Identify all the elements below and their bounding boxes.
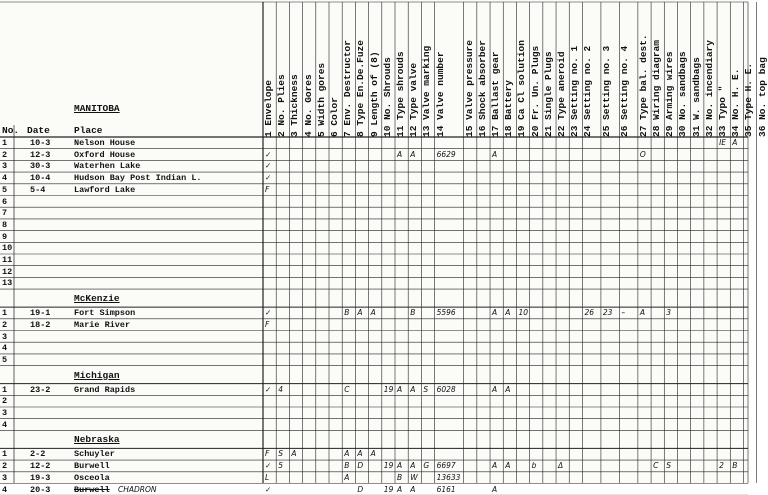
row-place: Grand Rapids (74, 384, 136, 395)
cell-col-34: A (732, 138, 738, 147)
row-place: Hudson Bay Post Indian L. (74, 173, 202, 184)
row-number: 9 (2, 231, 8, 242)
page-title: MANITOBA (74, 103, 120, 114)
cell-col-1: F (265, 184, 270, 194)
column-header-21: 21 Single Plugs (542, 51, 554, 137)
cell-col-8: A (357, 308, 363, 318)
row-number: 4 (2, 343, 8, 354)
row-number: 4 (2, 173, 8, 184)
cell-col-12: W (410, 472, 418, 482)
cell-col-24: 26 (584, 308, 594, 318)
column-header-3: 3 Thickness (289, 74, 301, 137)
row-date: 10-3 (30, 138, 51, 148)
cell-col-22: Δ (558, 461, 564, 471)
column-header-5: 5 Width gores (315, 62, 327, 137)
cell-col-14: 6697 (436, 461, 456, 471)
cell-col-14: 5596 (436, 308, 456, 318)
section-title: McKenzie (74, 293, 120, 305)
row-place: Schuyler (74, 449, 115, 460)
row-number: 6 (2, 196, 8, 207)
section-title: Nebraska (74, 434, 120, 446)
row-number: 2 (2, 461, 8, 472)
header-date: Date (27, 125, 50, 136)
column-header-1: 1 Envelope (263, 79, 274, 137)
column-header-28: 28 Wiring diagram (651, 40, 663, 137)
cell-col-14: 6629 (436, 149, 456, 159)
cell-col-18: A (505, 461, 511, 471)
column-header-31: 31 W. sandbags (690, 57, 702, 137)
cell-col-11: B (397, 472, 403, 482)
cell-col-17: A (492, 384, 498, 394)
row-number: 1 (2, 308, 8, 319)
row-place: Marie River (74, 319, 131, 330)
column-header-10: 10 No. Shrouds (381, 57, 393, 137)
row-number: 11 (2, 255, 13, 265)
cell-col-7: B (344, 461, 350, 471)
row-number: 4 (2, 484, 8, 495)
row-number: 13 (2, 278, 13, 289)
cell-col-9: A (370, 449, 376, 459)
row-number: 7 (2, 208, 8, 219)
row-date: 19-1 (30, 308, 51, 319)
cell-col-29: 3 (666, 308, 672, 318)
column-header-22: 22 Type aneroid (556, 51, 568, 137)
cell-col-27: A (639, 308, 646, 318)
cell-col-18: A (505, 384, 511, 394)
cell-col-11: A (397, 149, 403, 159)
cell-col-27: O (639, 149, 646, 159)
row-number: 2 (2, 396, 8, 407)
cell-col-14: 6161 (436, 484, 456, 494)
cell-col-12: A (410, 384, 416, 394)
cell-col-1: ✓ (265, 161, 272, 171)
cell-col-7: A (344, 472, 350, 482)
column-header-26: 26 Setting no. 4 (619, 45, 631, 137)
cell-col-2: 4 (278, 384, 283, 394)
row-place-note: CHADRON (118, 484, 157, 494)
column-header-29: 29 Arming wires (664, 51, 676, 137)
cell-col-17: A (492, 484, 498, 494)
row-place: Nelson House (74, 138, 136, 148)
cell-col-1: ✓ (265, 461, 272, 471)
column-header-4: 4 No. Gores (302, 74, 314, 137)
cell-col-14: 6028 (436, 384, 456, 394)
section-title: Michigan (74, 369, 120, 381)
row-number: 3 (2, 472, 8, 483)
column-header-23: 23 Setting no. 1 (569, 45, 581, 137)
cell-col-12: A (410, 461, 416, 471)
cell-col-1: ✓ (265, 173, 272, 183)
row-date: 12-3 (30, 149, 51, 160)
column-header-14: 14 Valve number (434, 51, 446, 137)
cell-col-11: A (397, 384, 403, 394)
cell-col-2: 5 (278, 461, 283, 471)
row-number: 1 (2, 449, 8, 460)
cell-col-8: D (357, 461, 364, 471)
cell-col-1: ✓ (265, 484, 272, 494)
cell-col-7: C (344, 384, 350, 394)
column-header-13: 13 Valve marking (421, 45, 433, 137)
cell-col-26: – (621, 308, 626, 318)
cell-col-25: 23 (602, 308, 613, 318)
row-number: 12 (2, 266, 13, 277)
row-number: 1 (2, 138, 8, 148)
row-place: Waterhen Lake (74, 161, 141, 172)
column-header-9: 9 Length of (8) (368, 51, 380, 137)
column-header-27: 27 Type bal. dest. (637, 34, 649, 137)
cell-col-12: A (410, 149, 416, 159)
cell-col-11: A (397, 461, 403, 471)
cell-col-3: A (291, 449, 297, 459)
column-header-18: 18 Battery (503, 79, 515, 137)
row-date: 23-2 (30, 384, 51, 395)
column-header-32: 32 No. incendiary (703, 40, 715, 137)
row-date: 12-2 (30, 461, 51, 472)
row-number: 5 (2, 354, 8, 365)
row-number: 3 (2, 331, 8, 342)
cell-col-33: IE (719, 138, 727, 147)
row-number: 2 (2, 149, 8, 160)
column-header-34: 34 No. H. E. (730, 68, 742, 137)
cell-col-1: L (265, 472, 270, 482)
cell-col-13: S (423, 384, 429, 394)
cell-col-1: ✓ (265, 384, 272, 394)
row-date: 20-3 (30, 484, 51, 495)
column-header-25: 25 Setting no. 3 (600, 45, 612, 137)
column-header-12: 12 Type valve (408, 62, 420, 137)
cell-col-33: 2 (719, 461, 724, 471)
cell-col-7: B (344, 308, 350, 318)
cell-col-12: B (410, 308, 416, 318)
cell-col-11: A (397, 484, 403, 494)
cell-col-34: B (732, 461, 738, 471)
cell-col-29: S (666, 461, 672, 471)
cell-col-8: A (357, 449, 363, 459)
row-date: 18-2 (30, 319, 51, 330)
cell-col-1: ✓ (265, 149, 272, 159)
column-header-8: 8 Type En.De.Fuze (355, 40, 367, 137)
row-number: 3 (2, 408, 8, 418)
cell-col-2: S (278, 449, 283, 459)
header-place: Place (74, 125, 103, 136)
cell-col-1: F (265, 319, 270, 329)
row-date: 2-2 (30, 449, 46, 460)
column-header-2: 2 No. Plies (276, 74, 288, 137)
row-number: 2 (2, 319, 8, 330)
row-number: 4 (2, 419, 8, 430)
cell-col-7: A (344, 449, 350, 459)
column-header-20: 20 Fr. Un. Plugs (529, 45, 541, 137)
column-header-16: 16 Shock absorber (476, 40, 488, 137)
row-date: 30-3 (30, 161, 51, 172)
row-number: 8 (2, 219, 8, 230)
column-header-24: 24 Setting no. 2 (582, 45, 594, 137)
column-header-7: 7 Env. Destructor (342, 40, 354, 137)
column-header-33: 33 Typo " (717, 85, 729, 137)
cell-col-1: F (265, 449, 270, 459)
cell-col-1: ✓ (265, 308, 272, 318)
row-place: Osceola (74, 472, 110, 483)
cell-col-17: A (492, 149, 498, 159)
cell-col-17: A (492, 461, 498, 471)
column-header-6: 6 Color (329, 97, 340, 137)
row-place: Burwell (74, 461, 110, 472)
row-number: 3 (2, 161, 8, 172)
row-number: 10 (2, 243, 13, 254)
column-header-19: 19 Ca Cl solution (516, 40, 528, 137)
cell-col-8: D (357, 484, 364, 494)
cell-col-14: 13633 (436, 472, 461, 482)
cell-col-10: 19 (383, 384, 394, 394)
cell-col-28: C (653, 461, 659, 471)
row-place: Oxford House (74, 149, 136, 160)
row-date: 10-4 (30, 173, 51, 184)
column-header-17: 17 Ballast gear (490, 51, 502, 137)
row-number: 5 (2, 184, 8, 195)
row-date: 5-4 (30, 184, 46, 195)
column-header-35: 35 Type H. E. (743, 62, 755, 137)
header-no: No. (2, 125, 20, 136)
cell-col-12: A (410, 484, 416, 494)
cell-col-20: b (531, 461, 537, 471)
cell-col-18: A (505, 308, 511, 318)
row-place: Lawford Lake (74, 184, 136, 195)
cell-col-10: 19 (383, 484, 394, 494)
column-header-15: 15 Valve pressure (463, 40, 475, 137)
cell-col-17: A (492, 308, 498, 318)
cell-col-19: 10 (518, 308, 528, 318)
cell-col-10: 19 (383, 461, 394, 471)
cell-col-9: A (370, 308, 376, 318)
column-header-11: 11 Type shrouds (395, 51, 406, 137)
column-header-36: 36 No. top bag (756, 57, 768, 137)
row-number: 1 (2, 384, 8, 395)
row-date: 19-3 (30, 472, 51, 483)
row-place: Burwell (74, 484, 110, 495)
cell-col-13: G (423, 461, 430, 471)
column-header-30: 30 No. sandbags (677, 51, 689, 137)
row-place: Fort Simpson (74, 308, 136, 319)
